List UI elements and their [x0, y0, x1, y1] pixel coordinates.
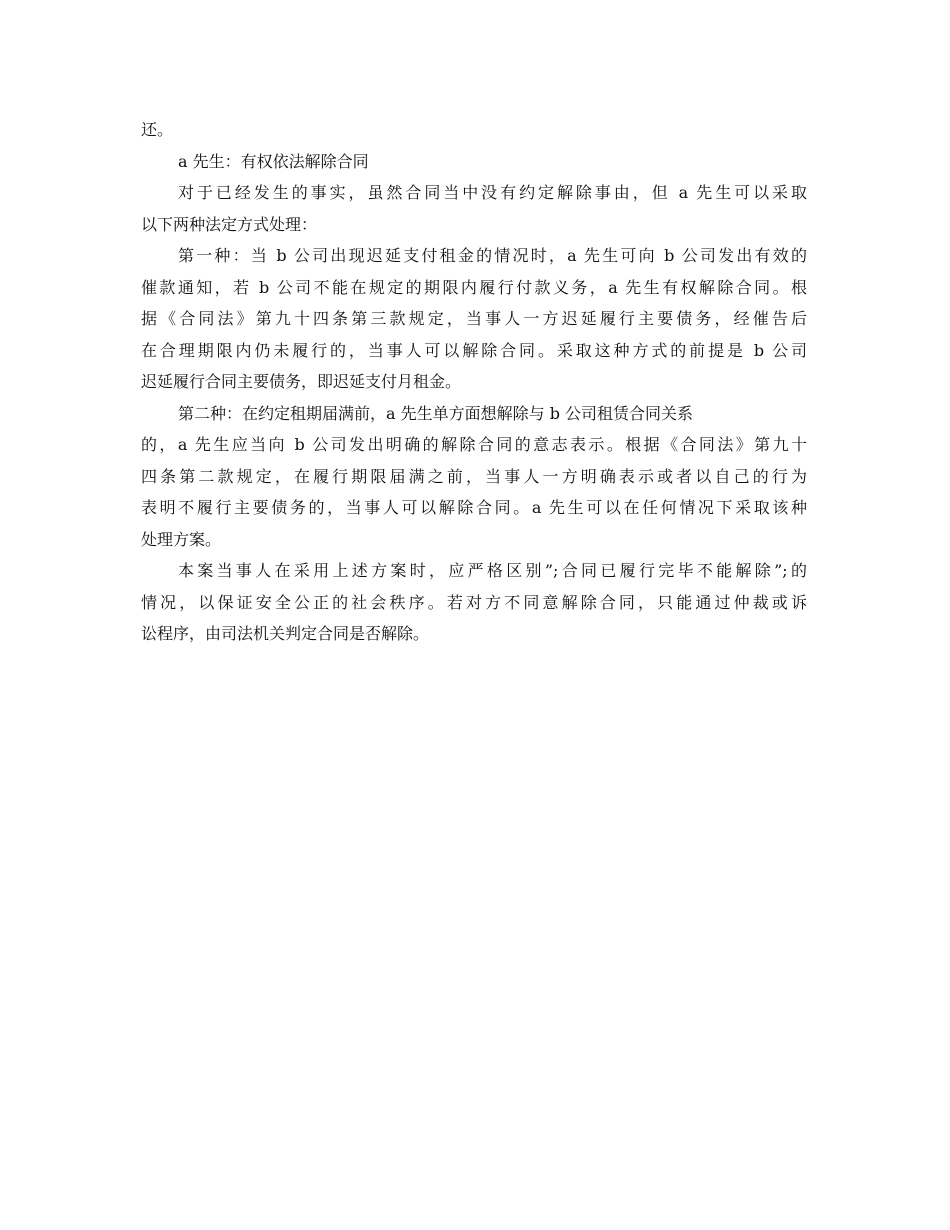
text-line-continuation: 还。	[141, 120, 174, 139]
document-body	[141, 114, 807, 650]
paragraph-intro-line-1: 对于已经发生的事实，虽然合同当中没有约定解除事由，但 a 先生可以采取	[178, 183, 807, 202]
paragraph-second-method-line-4: 表明不履行主要债务的，当事人可以解除合同。a 先生可以在任何情况下采取该种	[141, 498, 807, 517]
paragraph-first-method-line-1: 第一种：当 b 公司出现迟延支付租金的情况时，a 先生可向 b 公司发出有效的	[178, 246, 807, 265]
paragraph-first-method-line-2: 催款通知，若 b 公司不能在规定的期限内履行付款义务，a 先生有权解除合同。根	[141, 277, 807, 297]
paragraph-intro-line-2: 以下两种法定方式处理：	[141, 214, 318, 234]
paragraph-second-method-line-2: 的，a 先生应当向 b 公司发出明确的解除合同的意志表示。根据《合同法》第九十	[141, 435, 807, 454]
paragraph-conclusion-line-1: 本案当事人在采用上述方案时，应严格区别”;合同已履行完毕不能解除”;的	[178, 561, 807, 580]
paragraph-conclusion-line-3: 讼程序，由司法机关判定合同是否解除。	[141, 624, 430, 643]
paragraph-conclusion-line-2: 情况，以保证安全公正的社会秩序。若对方不同意解除合同，只能通过仲裁或诉	[141, 592, 807, 612]
section-heading: a 先生：有权依法解除合同	[178, 151, 369, 171]
paragraph-second-method-line-1: 第二种：在约定租期届满前，a 先生单方面想解除与 b 公司租赁合同关系	[178, 403, 694, 423]
paragraph-first-method-line-4: 在合理期限内仍未履行的，当事人可以解除合同。采取这种方式的前提是 b 公司	[141, 340, 807, 360]
paragraph-second-method-line-3: 四条第二款规定，在履行期限届满之前，当事人一方明确表示或者以自己的行为	[141, 466, 807, 486]
paragraph-first-method-line-3: 据《合同法》第九十四条第三款规定，当事人一方迟延履行主要债务，经催告后	[141, 309, 807, 328]
paragraph-second-method-line-5: 处理方案。	[141, 529, 222, 549]
paragraph-first-method-line-5: 迟延履行合同主要债务，即迟延支付月租金。	[141, 372, 462, 391]
